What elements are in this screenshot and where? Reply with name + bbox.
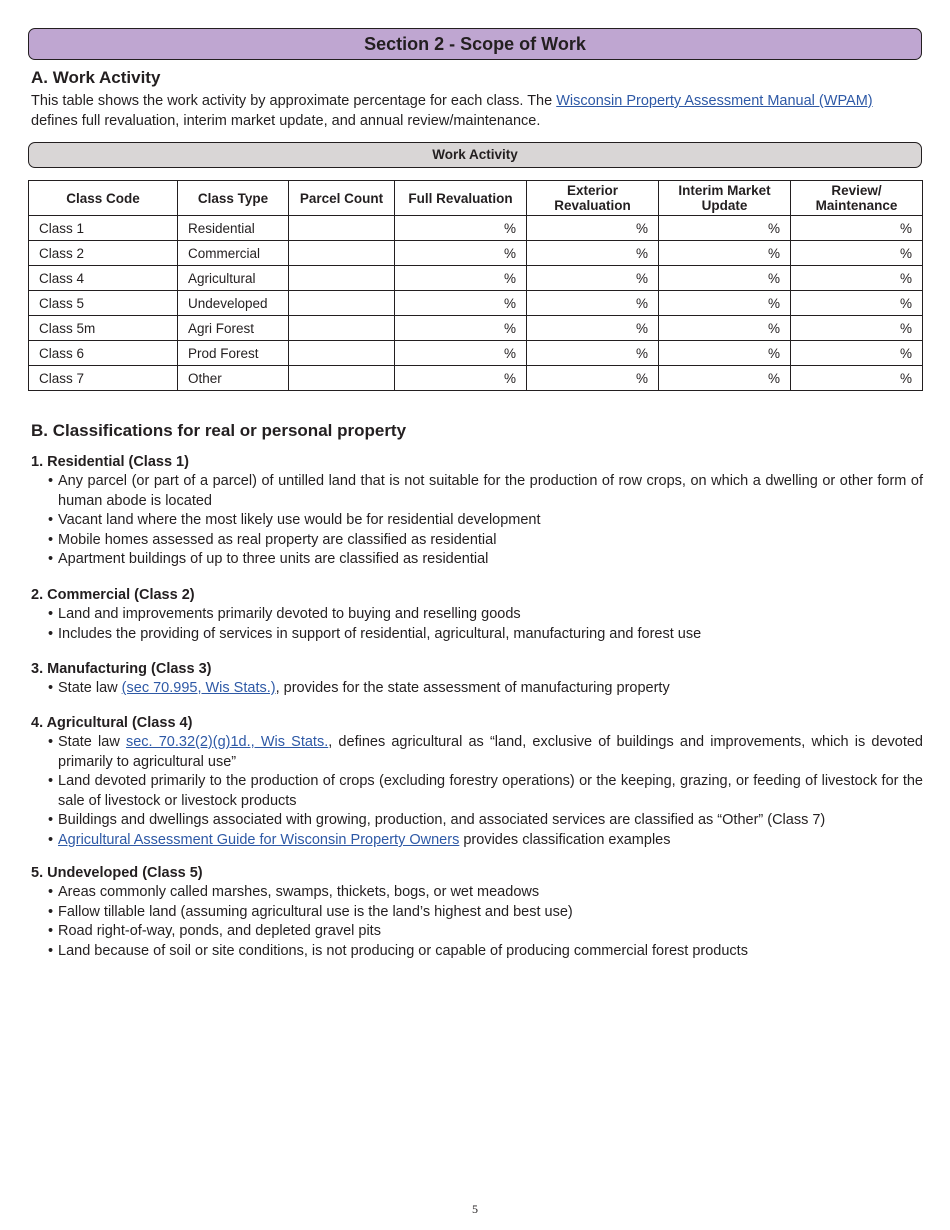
agricultural-guide-link[interactable]: Agricultural Assessment Guide for Wisconsin Property Owners — [58, 831, 460, 848]
review-maintenance-cell[interactable]: % — [791, 316, 923, 341]
table-row — [29, 216, 923, 241]
list-item — [48, 733, 923, 772]
full-revaluation-cell[interactable]: % — [395, 266, 527, 291]
interim-market-update-cell[interactable]: % — [659, 216, 791, 241]
full-revaluation-cell[interactable]: % — [395, 241, 527, 266]
exterior-revaluation-cell[interactable]: % — [527, 341, 659, 366]
full-revaluation-cell[interactable]: % — [395, 366, 527, 391]
column-header: Parcel Count — [289, 181, 395, 216]
interim-market-update-cell[interactable]: % — [659, 241, 791, 266]
exterior-revaluation-cell[interactable]: % — [527, 366, 659, 391]
parcel-count-cell[interactable] — [289, 316, 395, 341]
list-item: • Any parcel (or part of a parcel) of untilled land that is not suitable for the production of row crops, on which a dwelling or other form of human abode is located — [48, 472, 923, 511]
list-item: • Land devoted primarily to the production of crops (excluding forestry operations) or the keeping, grazing, or feeding of livestock for the sale of livestock or livestock products — [48, 772, 923, 811]
class-code-cell: Class 2 — [29, 241, 178, 266]
column-header: Interim Market Update — [659, 181, 791, 216]
undeveloped-section — [31, 863, 923, 961]
column-header: Class Code — [29, 181, 178, 216]
column-header: Exterior Revaluation — [527, 181, 659, 216]
review-maintenance-cell[interactable]: % — [791, 366, 923, 391]
list-item: • Road right-of-way, ponds, and depleted gravel pits — [48, 922, 923, 942]
column-header: Review/ Maintenance — [791, 181, 923, 216]
interim-market-update-cell[interactable]: % — [659, 341, 791, 366]
list-item: • Apartment buildings of up to three units are classified as residential — [48, 550, 923, 570]
exterior-revaluation-cell[interactable]: % — [527, 216, 659, 241]
review-maintenance-cell[interactable]: % — [791, 291, 923, 316]
list-item: • Land because of soil or site conditions, is not producing or capable of producing commercial forest products — [48, 942, 923, 962]
work-activity-intro — [31, 91, 923, 131]
parcel-count-cell[interactable] — [289, 366, 395, 391]
table-row — [29, 366, 923, 391]
column-header: Class Type — [178, 181, 289, 216]
class-code-cell: Class 1 — [29, 216, 178, 241]
class-type-cell: Residential — [178, 216, 289, 241]
class-code-cell: Class 6 — [29, 341, 178, 366]
section-title: Section 2 - Scope of Work — [28, 28, 922, 60]
manufacturing-section — [31, 659, 923, 699]
wpam-link[interactable]: Wisconsin Property Assessment Manual (WPAM) — [556, 93, 873, 109]
review-maintenance-cell[interactable]: % — [791, 341, 923, 366]
parcel-count-cell[interactable] — [289, 266, 395, 291]
work-activity-table — [28, 180, 923, 391]
parcel-count-cell[interactable] — [289, 216, 395, 241]
parcel-count-cell[interactable] — [289, 241, 395, 266]
agricultural-title: 4. Agricultural (Class 4) — [31, 715, 193, 731]
bullet-text: provides classification examples — [459, 831, 671, 848]
list-item — [48, 831, 923, 851]
column-header: Full Revaluation — [395, 181, 527, 216]
table-row — [29, 241, 923, 266]
full-revaluation-cell[interactable]: % — [395, 316, 527, 341]
list-item — [48, 679, 923, 699]
table-row — [29, 291, 923, 316]
interim-market-update-cell[interactable]: % — [659, 266, 791, 291]
list-item: • Fallow tillable land (assuming agricultural use is the land’s highest and best use) — [48, 903, 923, 923]
full-revaluation-cell[interactable]: % — [395, 341, 527, 366]
review-maintenance-cell[interactable]: % — [791, 241, 923, 266]
class-type-cell: Agricultural — [178, 266, 289, 291]
exterior-revaluation-cell[interactable]: % — [527, 291, 659, 316]
class-code-cell: Class 5 — [29, 291, 178, 316]
classifications-heading: B. Classifications for real or personal property — [31, 421, 407, 440]
wis-stats-7032-link[interactable]: sec. 70.32(2)(g)1d., Wis Stats. — [125, 734, 329, 750]
wis-stats-70995-link[interactable]: (sec 70.995, Wis Stats.) — [121, 680, 276, 696]
residential-title: 1. Residential (Class 1) — [31, 454, 189, 470]
list-item: • Mobile homes assessed as real property are classified as residential — [48, 531, 923, 551]
full-revaluation-cell[interactable]: % — [395, 291, 527, 316]
table-row — [29, 266, 923, 291]
intro-text-end: defines full revaluation, interim market update, and annual review/maintenance. — [31, 113, 541, 129]
residential-section — [31, 452, 923, 570]
class-code-cell: Class 5m — [29, 316, 178, 341]
review-maintenance-cell[interactable]: % — [791, 216, 923, 241]
class-code-cell: Class 4 — [29, 266, 178, 291]
interim-market-update-cell[interactable]: % — [659, 366, 791, 391]
exterior-revaluation-cell[interactable]: % — [527, 266, 659, 291]
manufacturing-title: 3. Manufacturing (Class 3) — [31, 661, 212, 677]
class-code-cell: Class 7 — [29, 366, 178, 391]
exterior-revaluation-cell[interactable]: % — [527, 241, 659, 266]
intro-text-start: This table shows the work activity by approximate percentage for each class. The — [31, 93, 557, 109]
bullet-text: , provides for the state assessment of manufacturing property — [275, 680, 670, 696]
review-maintenance-cell[interactable]: % — [791, 266, 923, 291]
interim-market-update-cell[interactable]: % — [659, 291, 791, 316]
list-item: • Buildings and dwellings associated with growing, production, and associated services are classified as “Other” (Class 7) — [48, 811, 923, 831]
work-activity-heading: A. Work Activity — [31, 68, 161, 87]
bullet-text: State law — [58, 734, 126, 750]
page-number: 5 — [472, 1202, 478, 1216]
bullet-text: , defines agricultural as “land, exclusive of buildings and improvements, which is devoted primarily to agricultural use” — [58, 734, 923, 770]
commercial-section — [31, 585, 923, 644]
full-revaluation-cell[interactable]: % — [395, 216, 527, 241]
interim-market-update-cell[interactable]: % — [659, 316, 791, 341]
exterior-revaluation-cell[interactable]: % — [527, 316, 659, 341]
parcel-count-cell[interactable] — [289, 291, 395, 316]
class-type-cell: Undeveloped — [178, 291, 289, 316]
commercial-title: 2. Commercial (Class 2) — [31, 587, 195, 603]
table-header-row — [29, 181, 923, 216]
work-activity-table-title: Work Activity — [28, 142, 922, 168]
bullet-text: State law — [58, 680, 122, 696]
list-item: • Areas commonly called marshes, swamps, thickets, bogs, or wet meadows — [48, 883, 923, 903]
list-item: • Vacant land where the most likely use would be for residential development — [48, 511, 923, 531]
table-row — [29, 316, 923, 341]
undeveloped-title: 5. Undeveloped (Class 5) — [31, 865, 203, 881]
class-type-cell: Agri Forest — [178, 316, 289, 341]
list-item: • Includes the providing of services in support of residential, agricultural, manufacturing and forest use — [48, 625, 923, 645]
table-row — [29, 341, 923, 366]
class-type-cell: Prod Forest — [178, 341, 289, 366]
parcel-count-cell[interactable] — [289, 341, 395, 366]
class-type-cell: Other — [178, 366, 289, 391]
agricultural-section — [31, 713, 923, 851]
class-type-cell: Commercial — [178, 241, 289, 266]
list-item: • Land and improvements primarily devoted to buying and reselling goods — [48, 605, 923, 625]
